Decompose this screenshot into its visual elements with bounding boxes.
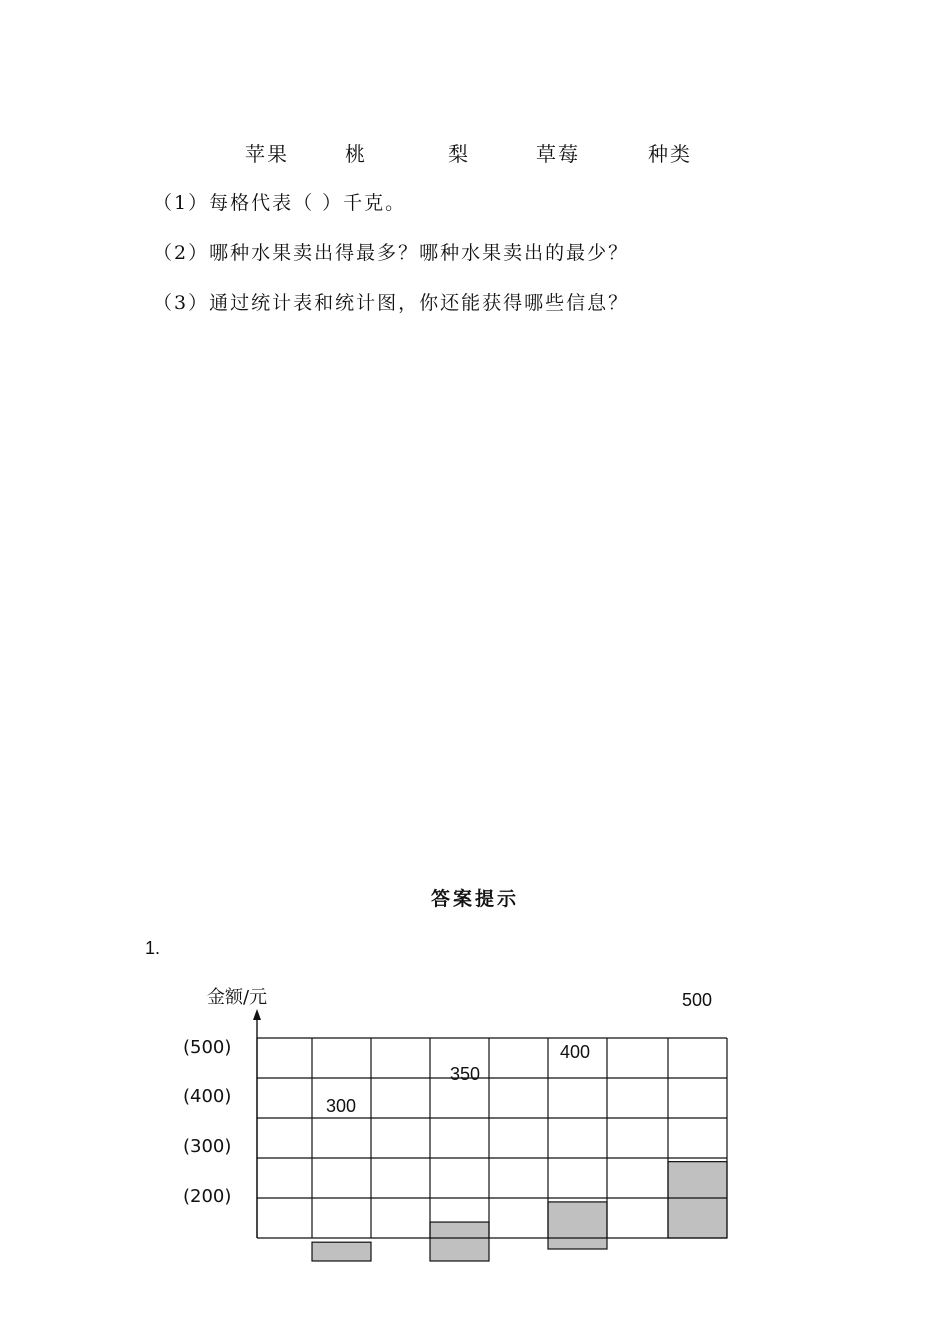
answer-number: 1. (145, 938, 161, 958)
value-label-2: 400 (560, 1042, 591, 1062)
y-tick-label-0: (500) (183, 1037, 232, 1058)
value-label-3: 500 (682, 990, 713, 1010)
y-tick-label-1: (400) (183, 1086, 232, 1107)
y-axis-label: 金额/元 (207, 987, 268, 1008)
chart-axis (253, 1009, 261, 1238)
category-label-strawberry: 草莓 (536, 142, 580, 166)
chart-grid-overlay (257, 1038, 727, 1238)
bar-2 (548, 1202, 607, 1249)
value-label-0: 300 (326, 1096, 357, 1116)
category-label-peach: 桃 (345, 142, 367, 166)
y-tick-label-3: (200) (183, 1186, 232, 1207)
value-label-1: 350 (450, 1064, 481, 1084)
category-label-apple: 苹果 (245, 142, 289, 166)
answer-title: 答案提示 (430, 888, 519, 910)
bar-1 (430, 1222, 489, 1261)
question-2: （2）哪种水果卖出得最多？哪种水果卖出的最少？ (153, 242, 630, 264)
y-axis-arrow-icon (253, 1009, 261, 1020)
question-1: （1）每格代表（ ）千克。 (153, 192, 407, 214)
category-axis-label: 种类 (648, 142, 692, 166)
bar-3 (668, 1162, 727, 1238)
bar-0 (312, 1242, 371, 1261)
chart-labels (183, 987, 712, 1207)
question-3: （3）通过统计表和统计图，你还能获得哪些信息？ (153, 292, 630, 314)
category-label-pear: 梨 (448, 142, 470, 166)
y-tick-label-2: (300) (183, 1136, 232, 1157)
chart-bars (312, 1162, 727, 1261)
